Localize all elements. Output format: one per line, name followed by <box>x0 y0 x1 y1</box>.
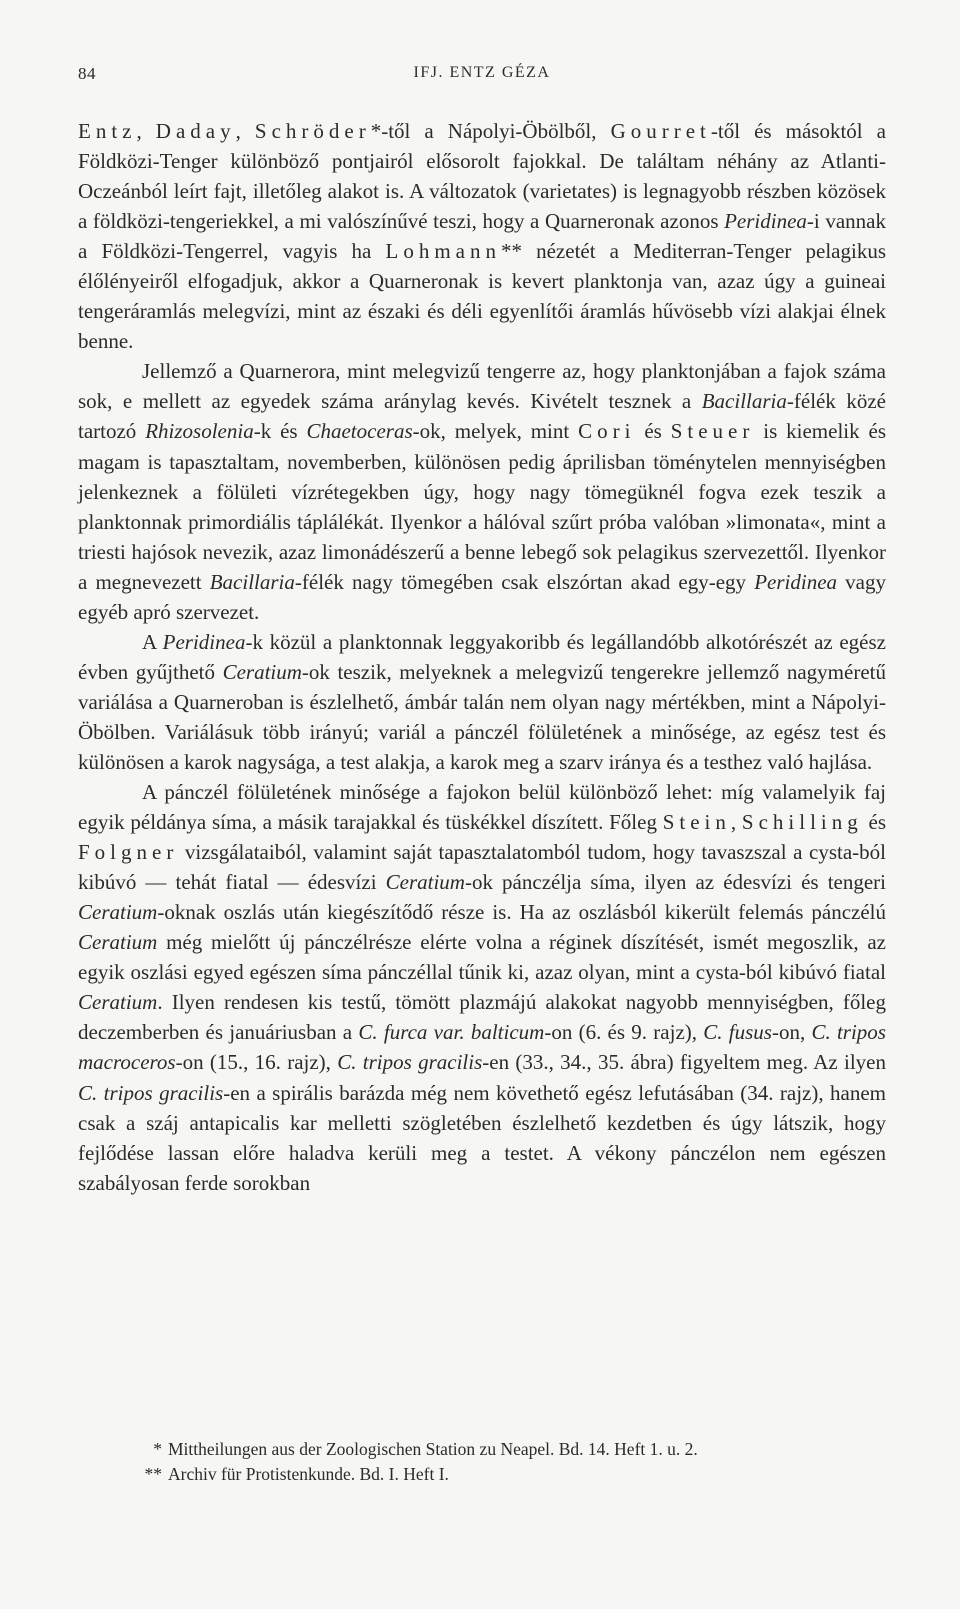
author-name: Gourret <box>610 119 711 143</box>
footnote-text: Mittheilungen aus der Zoologischen Station zu Neapel. Bd. 14. Heft 1. u. 2. <box>168 1439 698 1459</box>
author-name: Entz <box>78 119 137 143</box>
text-run: -től és másoktól a Földközi-Tenger különböző pontjairól elősorolt fajokkal. De találtam néhány az Atlanti-Oczeánból leírt fajt, illetőleg alakot is. A változatok (varietates) is legnagyobb részben közösek a földközi-tengeriekkel, a mi valószínűvé teszi, hogy a Quarneronak azonos <box>78 119 886 234</box>
italic-term: Rhizosolenia <box>145 419 254 444</box>
footnote-mark: * <box>153 1439 162 1459</box>
text-run: még mielőtt új pánczélrésze elérte volna a réginek díszítését, ismét megoszlik, az egyik oszlási egyed egészen síma pánczéllal tűnik ki, azaz olyan, mint a cysta-ból kibúvó fiatal <box>78 930 886 985</box>
author-name: Lohmann <box>385 239 501 264</box>
footnote-1 <box>153 1437 888 1462</box>
text-run: -félék közé tartozó <box>78 389 886 444</box>
author-name: Schilling <box>741 810 863 835</box>
text-run: -oknak oszlás után kiegészítődő része is. Ha az oszlásból kikerült felemás pánczélú <box>157 900 886 925</box>
author-name: Steuer <box>670 419 755 444</box>
text-run: -on (6. és 9. rajz), <box>544 1020 704 1045</box>
italic-term: Bacillaria <box>701 389 787 414</box>
text-run: . Ilyen rendesen kis testű, tömött plazmájú alakokat nagyobb mennyiségben, főleg deczemberben és januáriusban a <box>78 990 886 1045</box>
author-name: Daday <box>155 119 236 143</box>
text-run: -ok pánczélja síma, ilyen az édesvízi és tengeri <box>464 870 886 895</box>
text-run: -en (33., 34., 35. ábra) figyeltem meg. Az ilyen <box>482 1050 886 1075</box>
text-run: , <box>730 810 742 835</box>
text-run: A <box>142 629 163 654</box>
author-name: Folgner <box>78 840 179 865</box>
italic-term: Peridinea <box>724 209 807 234</box>
text-run: -k és <box>253 419 307 444</box>
text-run: *-től a Nápolyi-Öbölből, <box>370 119 611 143</box>
body-text <box>78 116 886 1198</box>
text-run: -on, <box>771 1020 812 1045</box>
text-run: vagy egyéb apró szervezet. <box>78 569 886 624</box>
text-run: -en a spirális barázda még nem követhető egész lefutásában (34. rajz), hanem csak a száj antapicalis kar melletti szögletében észlelhető kezdetben és úgy látszik, hogy fejlődése lassan előre haladva kerüli meg a testet. A vékony pánczélon nem egészen szabályosan ferde sorokban <box>78 1080 886 1195</box>
italic-term: C. tripos gracilis <box>337 1050 483 1075</box>
page-number: 84 <box>78 64 96 83</box>
text-run: -félék nagy tömegében csak elszórtan akad egy-egy <box>294 569 755 594</box>
footnotes <box>144 1437 888 1487</box>
author-name: Stein <box>662 810 731 835</box>
italic-term: Ceratium <box>78 930 158 955</box>
footnote-mark: ** <box>144 1464 162 1484</box>
author-name: Cori <box>578 419 636 444</box>
running-head: IFJ. ENTZ GÉZA <box>413 64 551 81</box>
text-run: vizsgálataiból, valamint saját tapasztalatomból tudom, hogy tavaszszal a cysta-ból kibúvó — tehát fiatal — édesvízi <box>78 840 886 895</box>
italic-term: Ceratium <box>78 990 158 1015</box>
italic-term: C. furca var. balticum <box>358 1020 545 1045</box>
paragraph-4 <box>78 777 886 1198</box>
author-name: Schröder <box>254 119 371 143</box>
text-run: is kiemelik és magam is tapasztaltam, novemberben, különösen pedig áprilisban töménytelen mennyiségben jelenkeznek a fölületi vízrétegekben úgy, hogy nagy tömegüknél fogva ezek teszik a planktonnak primordiális táplálékát. Ilyenkor a hálóval szűrt próba valóban »limonata«, mint a triesti hajósok nevezik, azaz limonádészerű a benne lebegő sok pelagikus szervezettől. Ilyenkor a megnevezett <box>78 419 886 594</box>
text-run: és <box>635 419 671 444</box>
paragraph-2 <box>78 356 886 626</box>
footnote-text: Archiv für Protistenkunde. Bd. I. Heft I. <box>168 1464 449 1484</box>
italic-term: C. tripos macroceros <box>78 1020 886 1075</box>
text-run: -ok, melyek, mint <box>412 419 579 444</box>
text-run: ** nézetét a Mediterran-Tenger pelagikus élőlényeiről elfogadjuk, akkor a Quarneronak is kevert planktonja van, azaz úgy a guineai tengeráramlás melegvízi, mint az északi és déli egyenlítői áramlás hűvösebb vízi alakjai élnek benne. <box>78 239 886 354</box>
text-run: Jellemző a Quarnerora, mint melegvizű tengerre az, hogy planktonjában a fajok száma sok, e mellett az egyedek száma aránylag kevés. Kivételt tesznek a <box>78 359 886 414</box>
paragraph-3 <box>78 627 886 777</box>
footnote-2 <box>144 1462 888 1487</box>
text-run: -k közül a planktonnak leggyakoribb és legállandóbb alkotórészét az egész évben gyűjthető <box>78 629 886 684</box>
text-run: -ok teszik, melyeknek a melegvizű tengerekre jellemző nagyméretű variálása a Quarneroban is észlelhető, ámbár talán nem olyan nagy mértékben, mint a Nápolyi-Öbölben. Variálásuk több irányú; variál a pánczél fölületének a minősége, az egész test és különösen a karok nagysága, a test alakja, a karok meg a szarv iránya és a testhez való hajlása. <box>78 659 886 774</box>
italic-term: Ceratium <box>385 870 465 895</box>
text-run: , <box>235 119 255 143</box>
italic-term: Ceratium <box>78 900 158 925</box>
paragraph-1 <box>78 116 886 356</box>
italic-term: C. fusus <box>703 1020 772 1045</box>
page-header <box>78 64 886 90</box>
italic-term: C. tripos gracilis <box>78 1080 224 1105</box>
italic-term: Peridinea <box>754 569 838 594</box>
text-run: és <box>862 810 886 835</box>
italic-term: Ceratium <box>222 659 302 684</box>
text-run: A pánczél fölületének minősége a fajokon belül különböző lehet: míg valamelyik faj egyik példánya síma, a másik tarajakkal és tüskékkel díszített. Főleg <box>78 780 886 835</box>
italic-term: Bacillaria <box>209 569 295 594</box>
text-run: , <box>136 119 156 143</box>
text-run: -i vannak a Földközi-Tengerrel, vagyis ha <box>78 209 886 264</box>
text-run: -on (15., 16. rajz), <box>175 1050 338 1075</box>
italic-term: Peridinea <box>162 629 246 654</box>
italic-term: Chaetoceras <box>306 419 413 444</box>
